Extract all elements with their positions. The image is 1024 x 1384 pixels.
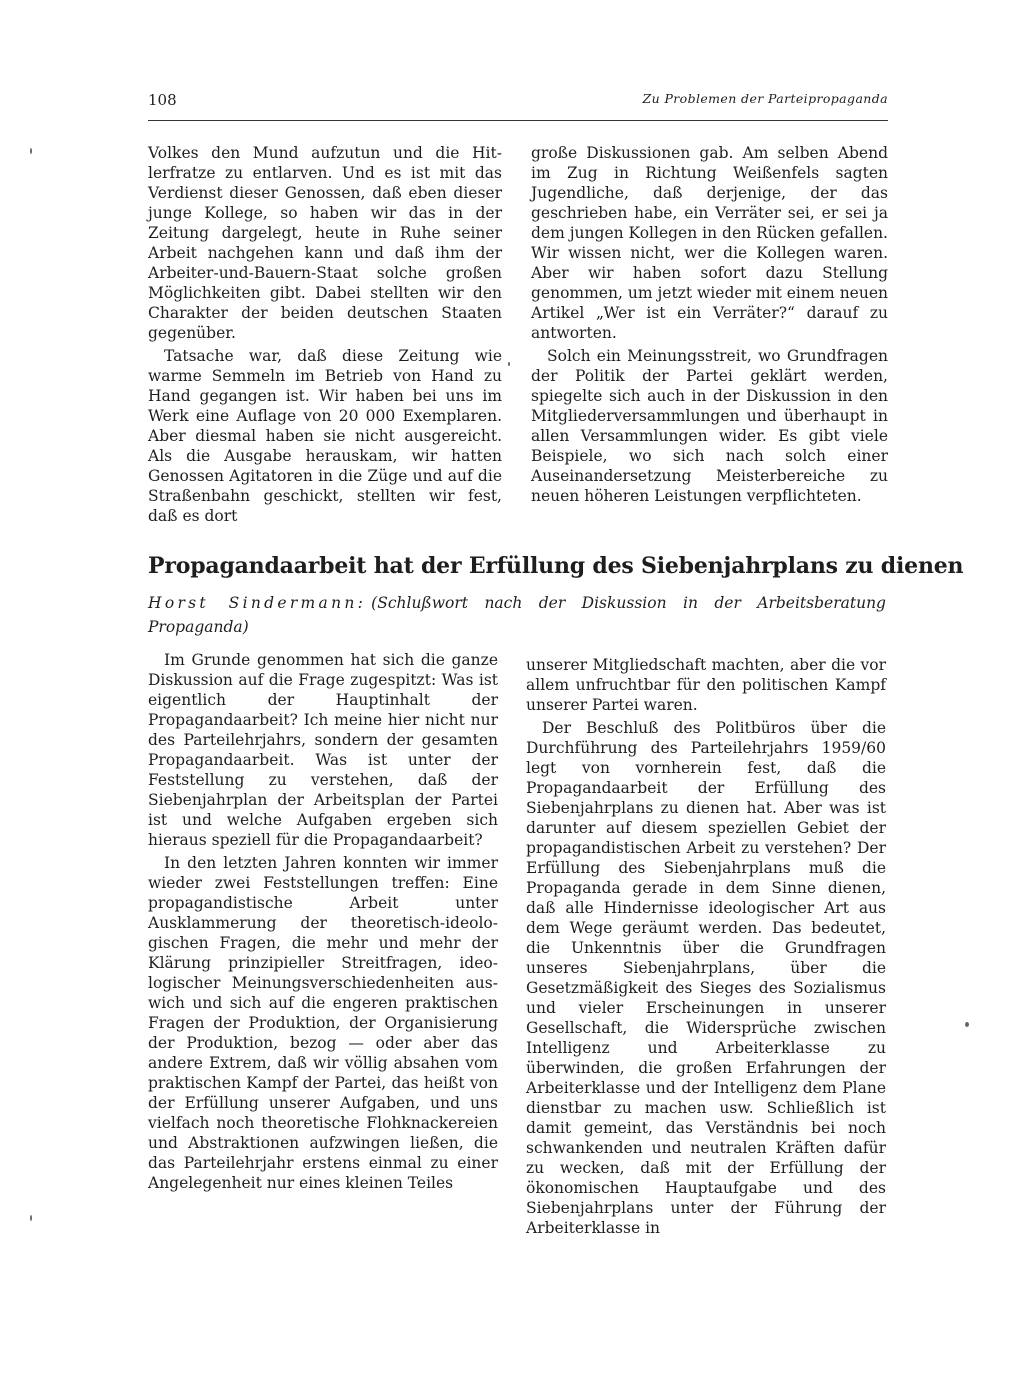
print-speck: [30, 1215, 32, 1221]
paragraph: Volkes den Mund aufzutun und die Hitlerfratze zu entlarven. Und es ist mit das Verdienst dieser Genossen, daß eben dieser junge Kollege, so haben wir das in der Zeitung dargelegt, heute in Ruhe seiner Arbeit nachgehen kann und daß ihm der Arbeiter-und-Bauern-Staat solche großen Möglichkeiten gibt. Dabei stellten wir den Charakter der beiden deutschen Staaten gegenüber.: [148, 144, 502, 342]
paragraph: In den letzten Jahren konnten wir immer wieder zwei Feststellungen treffen: Eine propagandistische Arbeit unter Ausklammerung der theoretisch-ideologischen Fragen, die mehr und mehr der Klärung prinzipieller Streitfragen, ideologischer Meinungsverschiedenheiten auswich und sich auf die engeren praktischen Fragen der Produktion, der Organisierung der Produktion, bezog — oder aber das andere Extrem, daß wir völlig absahen vom praktischen Kampf der Partei, das heißt von der Erfüllung unserer Aufgaben, und uns vielfach noch theoretische Flohknackereien und Abstraktionen aufzwingen ließen, die das Parteilehrjahr erstens einmal zu einer Angelegenheit nur eines kleinen Teiles: [148, 854, 498, 1192]
author-name: Horst Sindermann:: [148, 594, 367, 612]
top-right-column: [531, 143, 888, 509]
bottom-left-column: [148, 650, 498, 1196]
paragraph: Der Beschluß des Politbüros über die Durchführung des Parteilehrjahrs 1959/60 legt von vornherein fest, daß die Propagandaarbeit der Erfüllung des Siebenjahrplans zu dienen hat. Aber was ist darunter auf diesem speziellen Gebiet der propagandistischen Arbeit zu verstehen? Der Erfüllung des Siebenjahrplans muß die Propaganda gerade in dem Sinne dienen, daß alle Hindernisse ideologischer Art aus dem Wege geräumt werden. Das bedeutet, die Unkenntnis über die Grundfragen unseres Siebenjahrplans, über die Gesetzmäßigkeit des Sieges des Sozialismus und vieler Erscheinungen in unserer Gesellschaft, die Widersprüche zwischen Intelligenz und Arbeiterklasse zu überwinden, die großen Erfahrungen der Arbeiterklasse und der Intelligenz dem Plane dienstbar zu machen usw. Schließlich ist damit gemeint, das Verständnis bei noch schwankenden und neutralen Kräften dafür zu wecken, daß mit der Erfüllung der ökonomischen Hauptaufgabe und des Siebenjahrplans unter der Führung der Arbeiterklasse in: [526, 719, 886, 1237]
bottom-right-column: [526, 655, 886, 1241]
paragraph: Im Grunde genommen hat sich die ganze Diskussion auf die Frage zugespitzt: Was ist eigentlich der Hauptinhalt der Propagandaarbeit? Ich meine hier nicht nur des Parteilehrjahrs, sondern der gesamten Propagandaarbeit. Was ist unter der Feststellung zu verstehen, daß der Siebenjahrplan der Arbeitsplan der Partei ist und welche Aufgaben ergeben sich hieraus speziell für die Propagandaarbeit?: [148, 651, 498, 849]
paragraph: unserer Mitgliedschaft machten, aber die vor allem unfruchtbar für den politischen Kampf unserer Partei waren.: [526, 656, 886, 714]
paragraph: Tatsache war, daß diese Zeitung wie warme Semmeln im Betrieb von Hand zu Hand gegangen ist. Wir haben bei uns im Werk eine Auflage von 20 000 Exemplaren. Aber diesmal haben sie nicht ausgereicht. Als die Ausgabe herauskam, wir hatten Genossen Agitatoren in die Züge und auf die Straßenbahn geschickt, stellten wir fest, daß es dort: [148, 347, 502, 525]
page-number: 108: [148, 91, 177, 109]
print-speck: [965, 1022, 969, 1027]
paragraph: Solch ein Meinungsstreit, wo Grundfragen der Politik der Partei geklärt werden, spiegelte sich auch in der Diskussion in den Mitgliederversammlungen und überhaupt in allen Versammlungen wider. Es gibt viele Beispiele, wo sich nach solch einer Auseinandersetzung Meisterbereiche zu neuen höheren Leistungen verpflichteten.: [531, 347, 888, 505]
byline: [148, 591, 886, 639]
page-header: [148, 88, 888, 121]
running-title: Zu Problemen der Parteipropaganda: [642, 91, 888, 106]
top-left-column: [148, 143, 502, 529]
print-speck: [508, 362, 510, 366]
byline-note: (Schlußwort nach der Diskussion in der Arbeitsberatung Propaganda): [148, 594, 886, 636]
print-speck: [30, 148, 32, 154]
section-title: Propagandaarbeit hat der Erfüllung des Siebenjahrplans zu dienen: [148, 553, 964, 579]
paragraph: große Diskussionen gab. Am selben Abend im Zug in Richtung Weißenfels sagten Jugendliche, daß derjenige, der das geschrieben habe, ein Verräter sei, er sei ja dem jungen Kollegen in den Rücken gefallen. Wir wissen nicht, wer die Kollegen waren. Aber wir haben sofort dazu Stellung genommen, um jetzt wieder mit einem neuen Artikel „Wer ist ein Verräter?“ darauf zu antworten.: [531, 144, 888, 342]
